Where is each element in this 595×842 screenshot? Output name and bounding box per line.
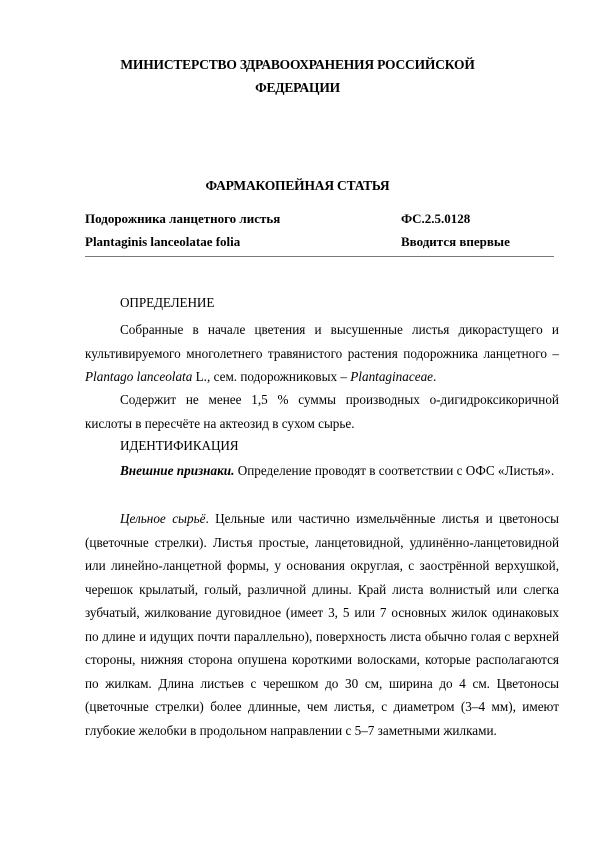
definition-paragraph — [85, 318, 559, 389]
definition-text-2: L., сем. подорожниковых – — [192, 369, 351, 384]
monograph-status: Вводится впервые — [401, 234, 510, 249]
external-signs-label: Внешние признаки. — [120, 463, 235, 478]
definition-text-1: Собранные в начале цветения и высушенные листья дикорастущего и культивируемого многолетнего травянистого растения подорожника ланцетного – — [85, 322, 559, 361]
definition-latin-family: Plantaginaceae — [350, 369, 434, 384]
content-paragraph: Содержит не менее 1,5 % суммы производных о-дигидроксикоричной кислоты в пересчёте на актеозид в сухом сырье. — [85, 392, 559, 431]
header-divider — [85, 256, 554, 257]
whole-raw-material-text: . Цельные или частично измельчённые листья и цветоносы (цветочные стрелки). Листья простые, ланцетовидной, удлинённо-ланцетовидной или линейно-ланцетной формы, у основания округлая, с заострённой верхушкой, черешок крылатый, голый, различной длины. Край листа волнистый или слегка зубчатый, жилкование дуговидное (имеет 3, 5 или 7 основных жилок одинаковых по длине и идущих почти параллельно), поверхность листа обычно голая с верхней стороны, нижняя сторона опушена короткими волосками, которые располагаются по жилкам. Длина листьев с черешком до 30 см, ширина до 4 см. Цветоносы (цветочные стрелки) более длинные, чем листья, с диаметром (3–4 мм), имеют глубокие желобки в продольном направлении с 5–7 заметными жилками. — [85, 511, 559, 738]
monograph-name-ru: Подорожника ланцетного листья — [85, 211, 281, 226]
external-signs-text: Определение проводят в соответствии с ОФС «Листья». — [234, 463, 555, 478]
document-title: ФАРМАКОПЕЙНАЯ СТАТЬЯ — [205, 178, 390, 193]
monograph-code: ФС.2.5.0128 — [401, 211, 471, 226]
monograph-name-lat: Plantaginis lanceolatae folia — [85, 234, 241, 249]
external-signs-paragraph — [85, 459, 559, 483]
definition-latin-species: Plantago lanceolata — [85, 369, 193, 384]
identification-heading: ИДЕНТИФИКАЦИЯ — [120, 438, 239, 453]
whole-raw-material-label: Цельное сырьё — [120, 511, 206, 526]
definition-heading: ОПРЕДЕЛЕНИЕ — [120, 295, 215, 310]
whole-raw-material-paragraph — [85, 507, 559, 742]
ministry-title-line-2: ФЕДЕРАЦИИ — [255, 80, 340, 95]
definition-text-3: . — [433, 369, 437, 384]
ministry-title-line-1: МИНИСТЕРСТВО ЗДРАВООХРАНЕНИЯ РОССИЙСКОЙ — [120, 57, 475, 72]
